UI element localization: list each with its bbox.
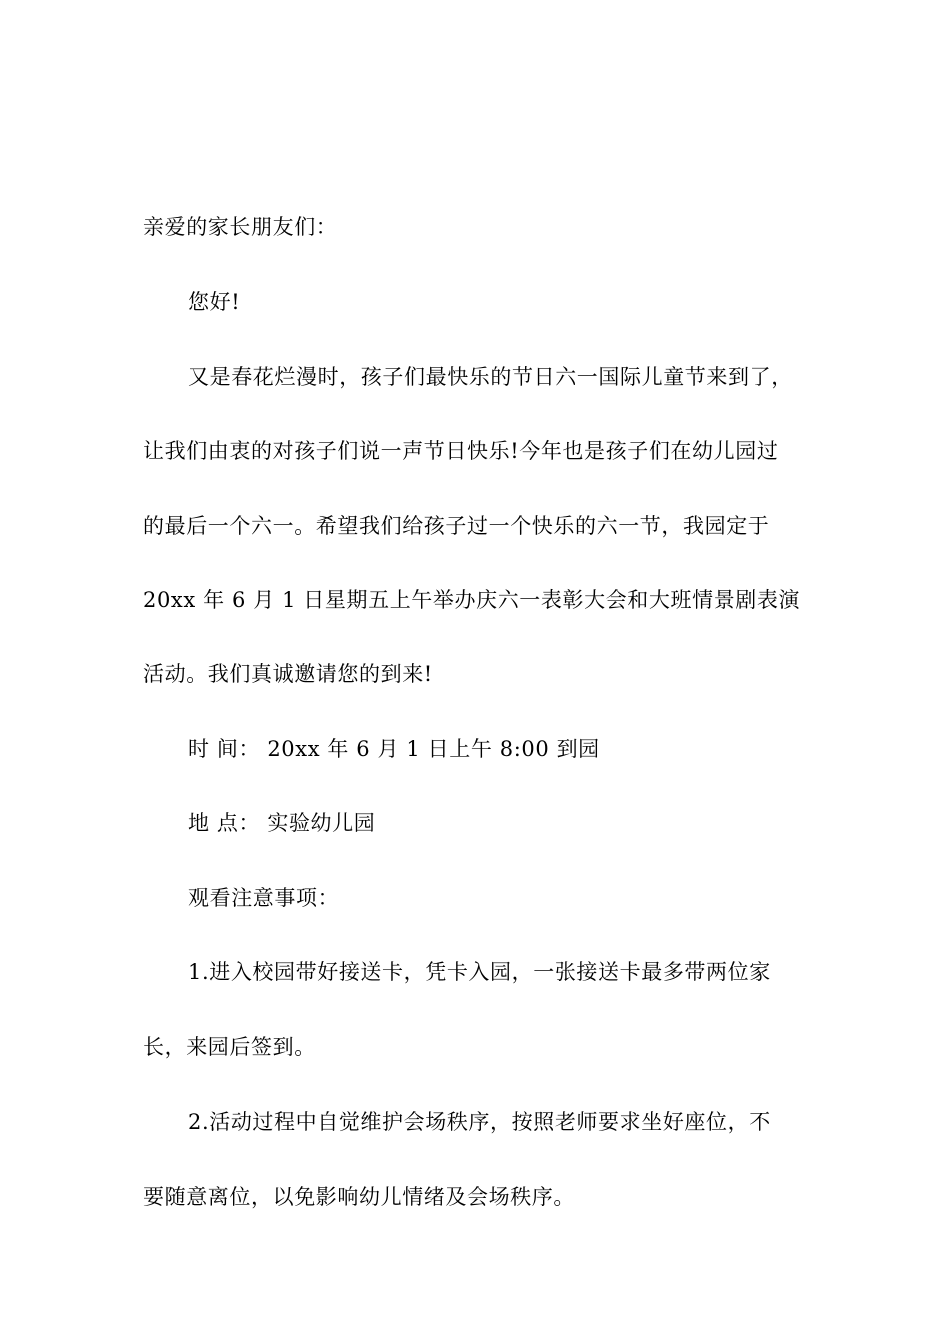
paragraph-line: 活动。我们真诚邀请您的到来! <box>143 662 433 686</box>
paragraph-line: 的最后一个六一。希望我们给孩子过一个快乐的六一节，我园定于 <box>143 514 770 538</box>
place-line: 地 点： 实验幼儿园 <box>188 811 376 835</box>
greeting: 您好! <box>188 290 241 314</box>
time-line: 时 间： 20xx 年 6 月 1 日上午 8:00 到园 <box>188 737 600 761</box>
note-item-line: 长，来园后签到。 <box>143 1035 316 1059</box>
note-item-line: 1.进入校园带好接送卡，凭卡入园，一张接送卡最多带两位家 <box>188 960 771 984</box>
paragraph-line: 让我们由衷的对孩子们说一声节日快乐!今年也是孩子们在幼儿园过 <box>143 439 779 463</box>
note-item-line: 要随意离位，以免影响幼儿情绪及会场秩序。 <box>143 1185 575 1209</box>
paragraph-line: 20xx 年 6 月 1 日星期五上午举办庆六一表彰大会和大班情景剧表演 <box>143 588 801 612</box>
paragraph-line: 又是春花烂漫时，孩子们最快乐的节日六一国际儿童节来到了， <box>188 365 793 389</box>
note-item-line: 2.活动过程中自觉维护会场秩序，按照老师要求坐好座位，不 <box>188 1110 771 1134</box>
salutation: 亲爱的家长朋友们： <box>143 215 338 239</box>
notes-heading: 观看注意事项： <box>188 886 340 910</box>
